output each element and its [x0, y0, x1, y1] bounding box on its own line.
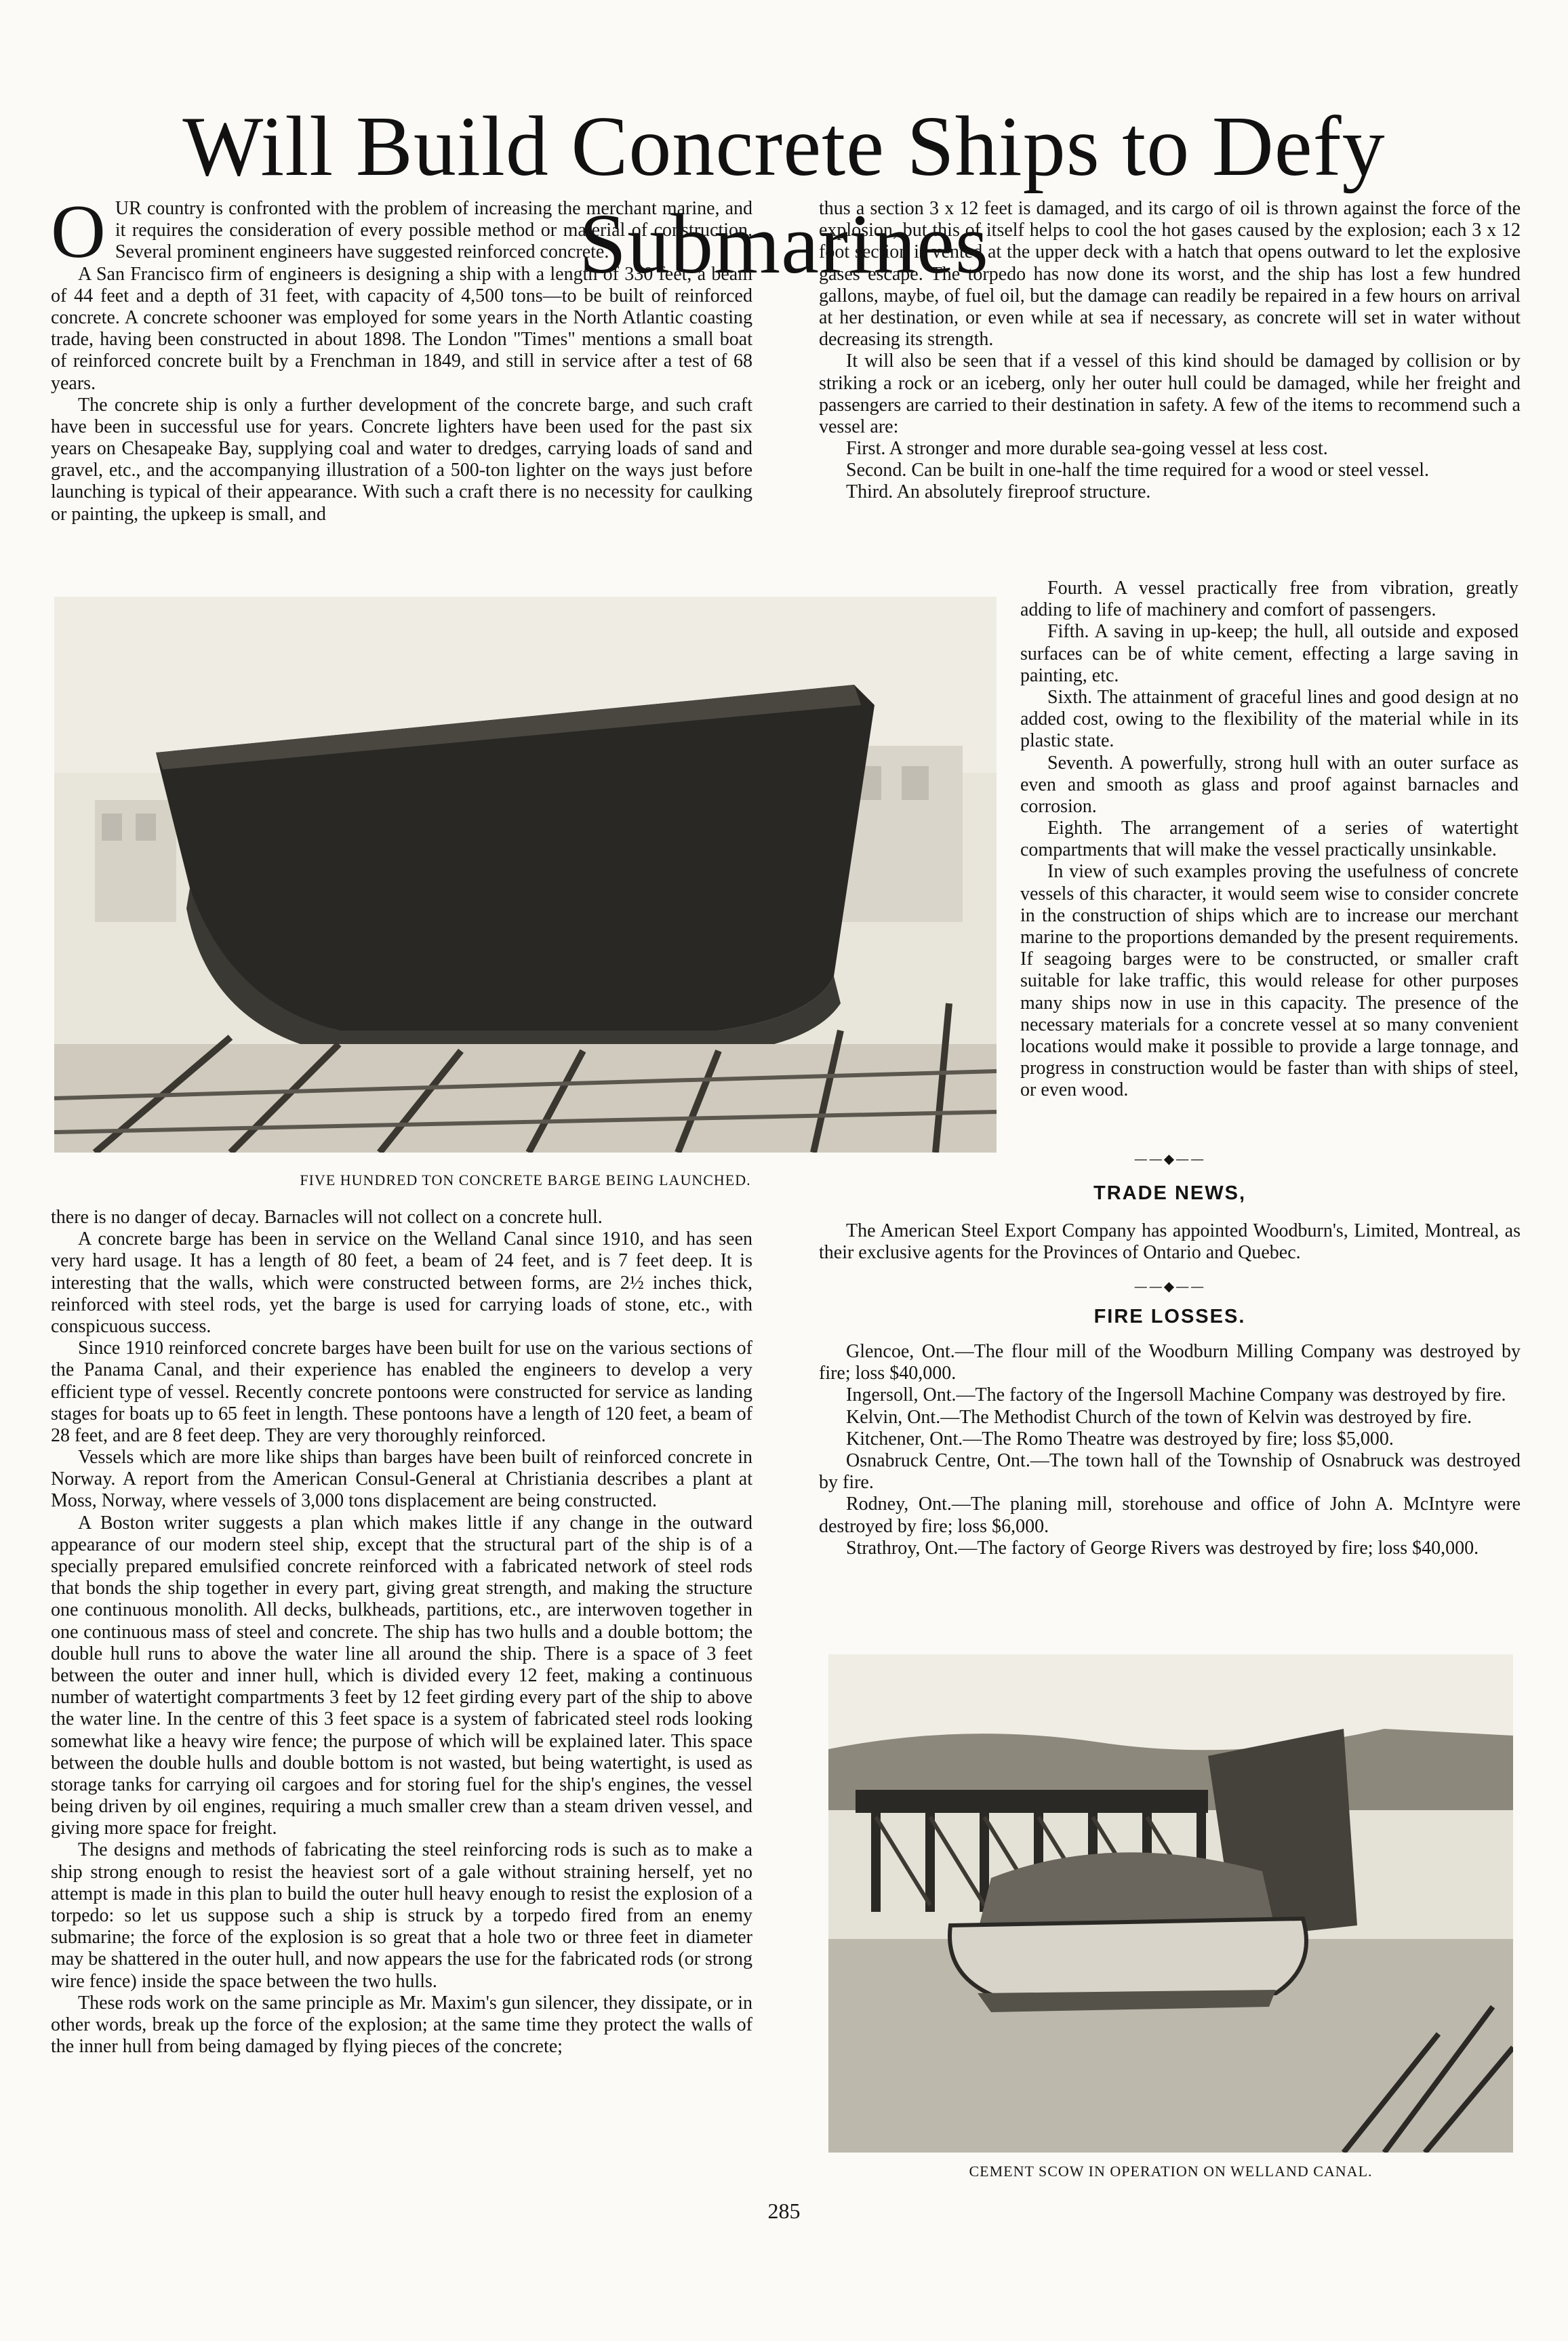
page-title: Will Build Concrete Ships to Defy Submarines: [182, 100, 1386, 292]
fire-loss-item: Rodney, Ont.—The planing mill, storehouse and office of John A. McIntyre were destroyed by fire; loss $6,000.: [819, 1494, 1521, 1537]
fire-loss-item: Strathroy, Ont.—The factory of George Rivers was destroyed by fire; loss $40,000.: [846, 1537, 1479, 1559]
advantage-item: Sixth. The attainment of graceful lines and good design at no added cost, owing to the flexibility of the material while in its plastic state.: [1020, 686, 1519, 752]
advantage-item: First. A stronger and more durable sea-going vessel at less cost.: [846, 438, 1328, 460]
advantage-item: Eighth. The arrangement of a series of watertight compartments that will make the vessel practically unsinkable.: [1020, 818, 1519, 861]
left-column-lower: [51, 1207, 752, 2058]
barge-launch-illustration: [54, 597, 997, 1153]
fire-losses-heading: FIRE LOSSES.: [1093, 1306, 1246, 1327]
paragraph: A Boston writer suggests a plan which makes little if any change in the outward appearance of our modern steel ship, except that the structural part of the ship is of a specially prepared emulsified concrete reinforced with a fabricated network of steel rods that bonds the ship together in every part, giving great strength, and making the structure one continuous monolith. All decks, bulkheads, partitions, etc., are interwoven together in one continuous mass of steel and concrete. The ship has two hulls and a double bottom; the double hull runs to above the water line all around the ship. There is a space of 3 feet between the outer and inner hull, which is divided every 12 feet, making a continuous number of watertight compartments 3 feet by 12 feet girding every part of the ship to above the water line. In the centre of this 3 feet space is a system of fabricated steel rods looking somewhat like a heavy wire fence; the purpose of which will be explained later. This space between the double hulls and double bottom is not wasted, but being watertight, is used as storage tanks for carrying oil cargoes and for storing fuel for the ship's engines, the vessel being driven by oil engines, requiring a much smaller crew than a steam driven vessel, and giving more space for freight.: [51, 1512, 752, 1839]
fire-loss-item: Osnabruck Centre, Ont.—The town hall of the Township of Osnabruck was destroyed by fire.: [819, 1449, 1521, 1494]
right-column-upper: [819, 198, 1521, 504]
cement-scow-photo: [828, 1654, 1513, 2153]
section-divider: ——◆——: [1133, 1151, 1206, 1167]
cement-scow-illustration: [828, 1654, 1513, 2153]
fire-loss-item: Kelvin, Ont.—The Methodist Church of the town of Kelvin was destroyed by fire.: [846, 1406, 1472, 1428]
fire-loss-item: Kitchener, Ont.—The Romo Theatre was destroyed by fire; loss $5,000.: [846, 1428, 1394, 1449]
intro-text: UR country is confronted with the problem of increasing the merchant marine, and it requires the consideration of every possible method or material of construction. Several prominent engineers have suggested reinforced concrete.: [115, 198, 752, 263]
paragraph: A concrete barge has been in service on the Welland Canal since 1910, and has seen very hard usage. It has a length of 80 feet, a beam of 24 feet, and is 7 feet deep. It is interesting that the walls, which were constructed between forms, are 2½ inches thick, reinforced with steel rods, yet the barge is used for carrying loads of stone, etc., with conspicuous success.: [51, 1228, 752, 1337]
advantage-item: Third. An absolutely fireproof structure.: [846, 481, 1151, 503]
left-column-upper: [51, 190, 752, 525]
advantage-item: Fourth. A vessel practically free from vibration, greatly adding to life of machinery and comfort of passengers.: [1020, 578, 1519, 621]
figure-caption: CEMENT SCOW IN OPERATION ON WELLAND CANAL.: [969, 2163, 1373, 2180]
paragraph: It will also be seen that if a vessel of this kind should be damaged by collision or by striking a rock or an iceberg, only her outer hull could be damaged, while her freight and passengers are carried to their destination in safety. A few of the items to recommend such a vessel are:: [819, 351, 1521, 437]
page-number: 285: [767, 2199, 801, 2223]
trade-news-section: [819, 1220, 1521, 1264]
figure-caption: FIVE HUNDRED TON CONCRETE BARGE BEING LAUNCHED.: [300, 1172, 751, 1188]
advantage-item: Second. Can be built in one-half the time required for a wood or steel vessel.: [846, 460, 1429, 481]
paragraph: The designs and methods of fabricating the steel reinforcing rods is such as to make a ship strong enough to resist the heaviest sort of a gale without straining herself, yet no attempt is made in this plan to build the outer hull heavy enough to resist the explosion of a torpedo: so let us suppose such a ship is struck by a torpedo fired from an enemy submarine; the force of the explosion is so great that a hole two or three feet in diameter may be shattered in the outer hull, and now appears the use for the fabricated rods (or strong wire fence) inside the space between the two hulls.: [51, 1839, 752, 1992]
paragraph: thus a section 3 x 12 feet is damaged, and its cargo of oil is thrown against the force of the explosion, but this of itself helps to cool the hot gases caused by the explosion; each 3 x 12 foot section is vented at the upper deck with a hatch that opens outward to let the explosive gases escape. The torpedo has now done its worst, and the ship has lost a few hundred gallons, maybe, of fuel oil, but the damage can readily be repaired in a few hours on arrival at her destination, or even while at sea if necessary, as concrete will set in water without decreasing its strength.: [819, 198, 1521, 351]
fire-loss-item: Ingersoll, Ont.—The factory of the Ingersoll Machine Company was destroyed by fire.: [846, 1384, 1506, 1406]
paragraph: These rods work on the same principle as Mr. Maxim's gun silencer, they dissipate, or in other words, break up the force of the explosion; at the same time they protect the walls of the inner hull from being damaged by flying pieces of the concrete;: [51, 1992, 752, 2058]
paragraph: there is no danger of decay. Barnacles will not collect on a concrete hull.: [51, 1207, 603, 1228]
fire-loss-item: Glencoe, Ont.—The flour mill of the Woodburn Milling Company was destroyed by fire; loss $40,000.: [819, 1341, 1521, 1384]
section-divider: ——◆——: [1133, 1278, 1206, 1294]
drop-cap: O: [51, 190, 106, 274]
paragraph: The American Steel Export Company has appointed Woodburn's, Limited, Montreal, as their exclusive agents for the Provinces of Ontario and Quebec.: [819, 1220, 1521, 1264]
trade-news-heading: TRADE NEWS,: [1093, 1182, 1246, 1204]
intro-paragraph: [51, 190, 752, 274]
right-wrap-column: [1020, 578, 1519, 1102]
paragraph: Vessels which are more like ships than barges have been built of reinforced concrete in Norway. A report from the American Consul-General at Christiania describes a plant at Moss, Norway, where vessels of 3,000 tons displacement are being constructed.: [51, 1447, 752, 1512]
advantage-item: Seventh. A powerfully, strong hull with an outer surface as even and smooth as glass and proof against barnacles and corrosion.: [1020, 752, 1519, 817]
paragraph: In view of such examples proving the usefulness of concrete vessels of this character, it would seem wise to consider concrete in the construction of ships which are to increase our merchant marine to the proportions demanded by the present requirements. If seagoing barges were to be constructed, or smaller craft suitable for lake traffic, this would release for other purposes many ships now in use in this capacity. The presence of the necessary materials for a concrete vessel at so many convenient locations would make it possible to provide a large tonnage, and progress in construction would be faster than with ships of steel, or even wood.: [1020, 861, 1519, 1101]
paragraph: Since 1910 reinforced concrete barges have been built for use on the various sections of the Panama Canal, and their experience has enabled the engineers to develop a very efficient type of vessel. Recently concrete pontoons were constructed for service as landing stages for boats up to 65 feet in length. These pontoons have a length of 120 feet, a beam of 28 feet, and are 8 feet deep. They are very thoroughly reinforced.: [51, 1338, 752, 1446]
barge-launch-photo: [54, 597, 997, 1153]
fire-losses-section: [819, 1341, 1521, 1559]
paragraph: The concrete ship is only a further development of the concrete barge, and such craft have been in successful use for years. Concrete lighters have been used for the past six years on Chesapeake Bay, supplying coal and water to dredges, carrying loads of sand and gravel, etc., and the accompanying illustration of a 500-ton lighter on the ways just before launching is typical of their appearance. With such a craft there is no necessity for caulking or painting, the upkeep is small, and: [51, 394, 752, 525]
paragraph: A San Francisco firm of engineers is designing a ship with a length of 330 feet, a beam of 44 feet and a depth of 31 feet, with capacity of 4,500 tons—to be built of reinforced concrete. A concrete schooner was employed for some years in the North Atlantic coasting trade, having been constructed in about 1898. The London "Times" mentions a small boat of reinforced concrete built by a Frenchman in 1849, and still in service after a test of 68 years.: [51, 263, 752, 394]
advantage-item: Fifth. A saving in up-keep; the hull, all outside and exposed surfaces can be of white cement, effecting a large saving in painting, etc.: [1020, 621, 1519, 686]
